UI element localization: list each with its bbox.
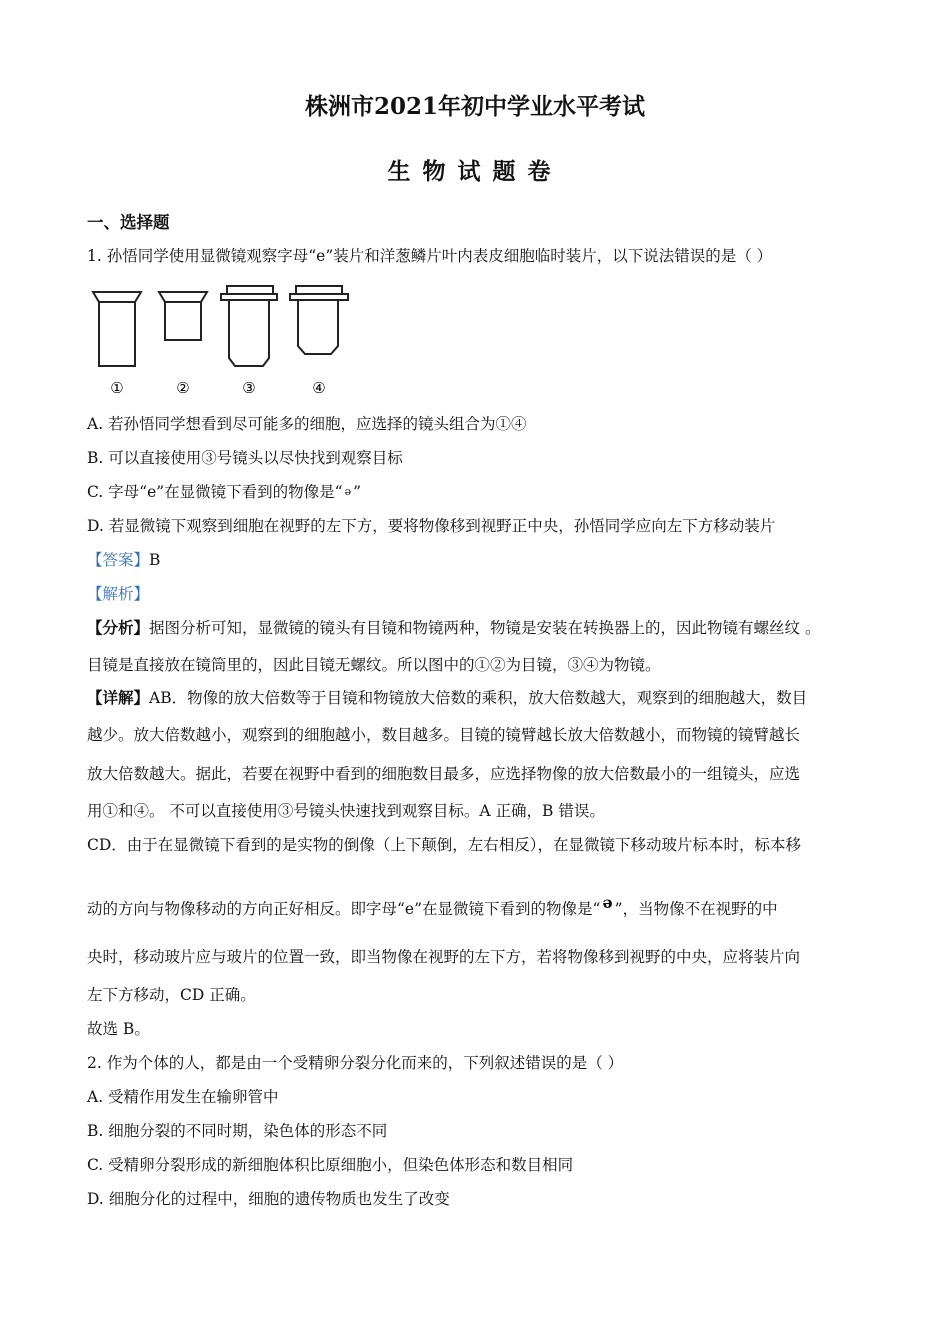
xiangjie-line-5: CD．由于在显微镜下看到的是实物的倒像（上下颠倒，左右相反），在显微镜下移动玻片标本时，标本移	[87, 836, 802, 854]
lens-2-tube	[165, 302, 201, 340]
xiangjie-line-6	[87, 893, 778, 919]
section-heading: 一、选择题	[87, 213, 170, 232]
xiangjie-line-8: 左下方移动，CD 正确。	[87, 986, 256, 1004]
lens-3-body	[229, 300, 269, 366]
lens-3-cap	[227, 286, 273, 294]
fenxi-tag: 【分析】	[87, 618, 150, 637]
q2-option-a: A. 受精作用发生在输卵管中	[87, 1088, 279, 1106]
xiangjie-line-4: 用①和④。 不可以直接使用③号镜头快速找到观察目标。A 正确，B 错误。	[87, 802, 605, 820]
exam-subtitle: 生物试题卷	[387, 158, 563, 185]
answer-value: B	[149, 551, 161, 569]
fenxi-line-1	[87, 616, 820, 638]
q1-option-c	[87, 480, 361, 502]
lens-2-eyepiece	[159, 292, 207, 302]
fenxi-text-1: 据图分析可知，显微镜的镜头有目镜和物镜两种，物镜是安装在转换器上的，因此物镜有螺丝纹 。	[149, 619, 821, 637]
xiangjie-line-3: 放大倍数越大。据此，若要在视野中看到的细胞数目最多，应选择物像的放大倍数最小的一组镜头，应选	[87, 765, 801, 783]
fenxi-line-2: 目镜是直接放在镜筒里的，因此目镜无螺纹。所以图中的①②为目镜，③④为物镜。	[87, 656, 661, 674]
lens-1-tube	[99, 302, 135, 366]
analysis-tag: 【解析】	[87, 585, 150, 603]
lens-4-cap	[296, 286, 342, 294]
lens-label-1: ①	[110, 379, 124, 397]
xiangjie-line-2: 越少。放大倍数越小，观察到的细胞越小，数目越多。目镜的镜臂越长放大倍数越小，而物镜的镜臂越长	[87, 726, 801, 744]
q2-option-b: B. 细胞分裂的不同时期，染色体的形态不同	[87, 1122, 388, 1140]
lens-label-4: ④	[312, 379, 326, 397]
exam-title: 株洲市2021年初中学业水平考试	[304, 93, 645, 120]
q1-option-c-text: C. 字母“e”在显微镜下看到的物像是“	[87, 483, 343, 501]
q1-option-d: D. 若显微镜下观察到细胞在视野的左下方，要将物像移到视野正中央，孙悟同学应向左下方移动装片	[87, 517, 776, 535]
q1-option-c-close: ”	[353, 483, 362, 501]
q2-option-c: C. 受精卵分裂形成的新细胞体积比原细胞小，但染色体形态和数目相同	[87, 1156, 574, 1174]
xiangjie-text-6-end: ”，当物像不在视野的中	[614, 900, 778, 918]
lens-1-eyepiece	[93, 292, 141, 302]
xiangjie-tag: 【详解】	[87, 688, 150, 707]
xiangjie-line-7: 央时，移动玻片应与玻片的位置一致，即当物像在视野的左下方，若将物像移到视野的中央，应将装片向	[87, 948, 801, 966]
q1-conclusion: 故选 B。	[87, 1020, 150, 1038]
q1-option-a: A. 若孙悟同学想看到尽可能多的细胞，应选择的镜头组合为①④	[87, 415, 527, 433]
q2-stem: 2. 作为个体的人，都是由一个受精卵分裂分化而来的，下列叙述错误的是（ ）	[87, 1054, 624, 1072]
xiangjie-line-1	[87, 686, 807, 708]
xiangjie-text-6: 动的方向与物像移动的方向正好相反。即字母“e”在显微镜下看到的物像是“	[87, 900, 601, 918]
microscope-lens-figure	[87, 282, 357, 400]
answer-tag: 【答案】	[87, 551, 150, 569]
mirrored-e-image-icon: ə	[602, 893, 613, 912]
q2-option-d: D. 细胞分化的过程中，细胞的遗传物质也发生了改变	[87, 1190, 450, 1208]
lens-4-body	[298, 300, 338, 354]
lens-label-2: ②	[176, 379, 190, 397]
xiangjie-text-1: AB．物像的放大倍数等于目镜和物镜放大倍数的乘积，放大倍数越大，观察到的细胞越大，数目	[149, 689, 808, 707]
q1-answer	[87, 548, 160, 570]
q1-option-b: B. 可以直接使用③号镜头以尽快找到观察目标	[87, 449, 403, 467]
lens-label-3: ③	[242, 379, 256, 397]
q1-stem: 1. 孙悟同学使用显微镜观察字母“e”装片和洋葱鳞片叶内表皮细胞临时装片，以下说法错误的是（ ）	[87, 247, 773, 265]
mirrored-e-glyph: ə	[344, 485, 352, 498]
